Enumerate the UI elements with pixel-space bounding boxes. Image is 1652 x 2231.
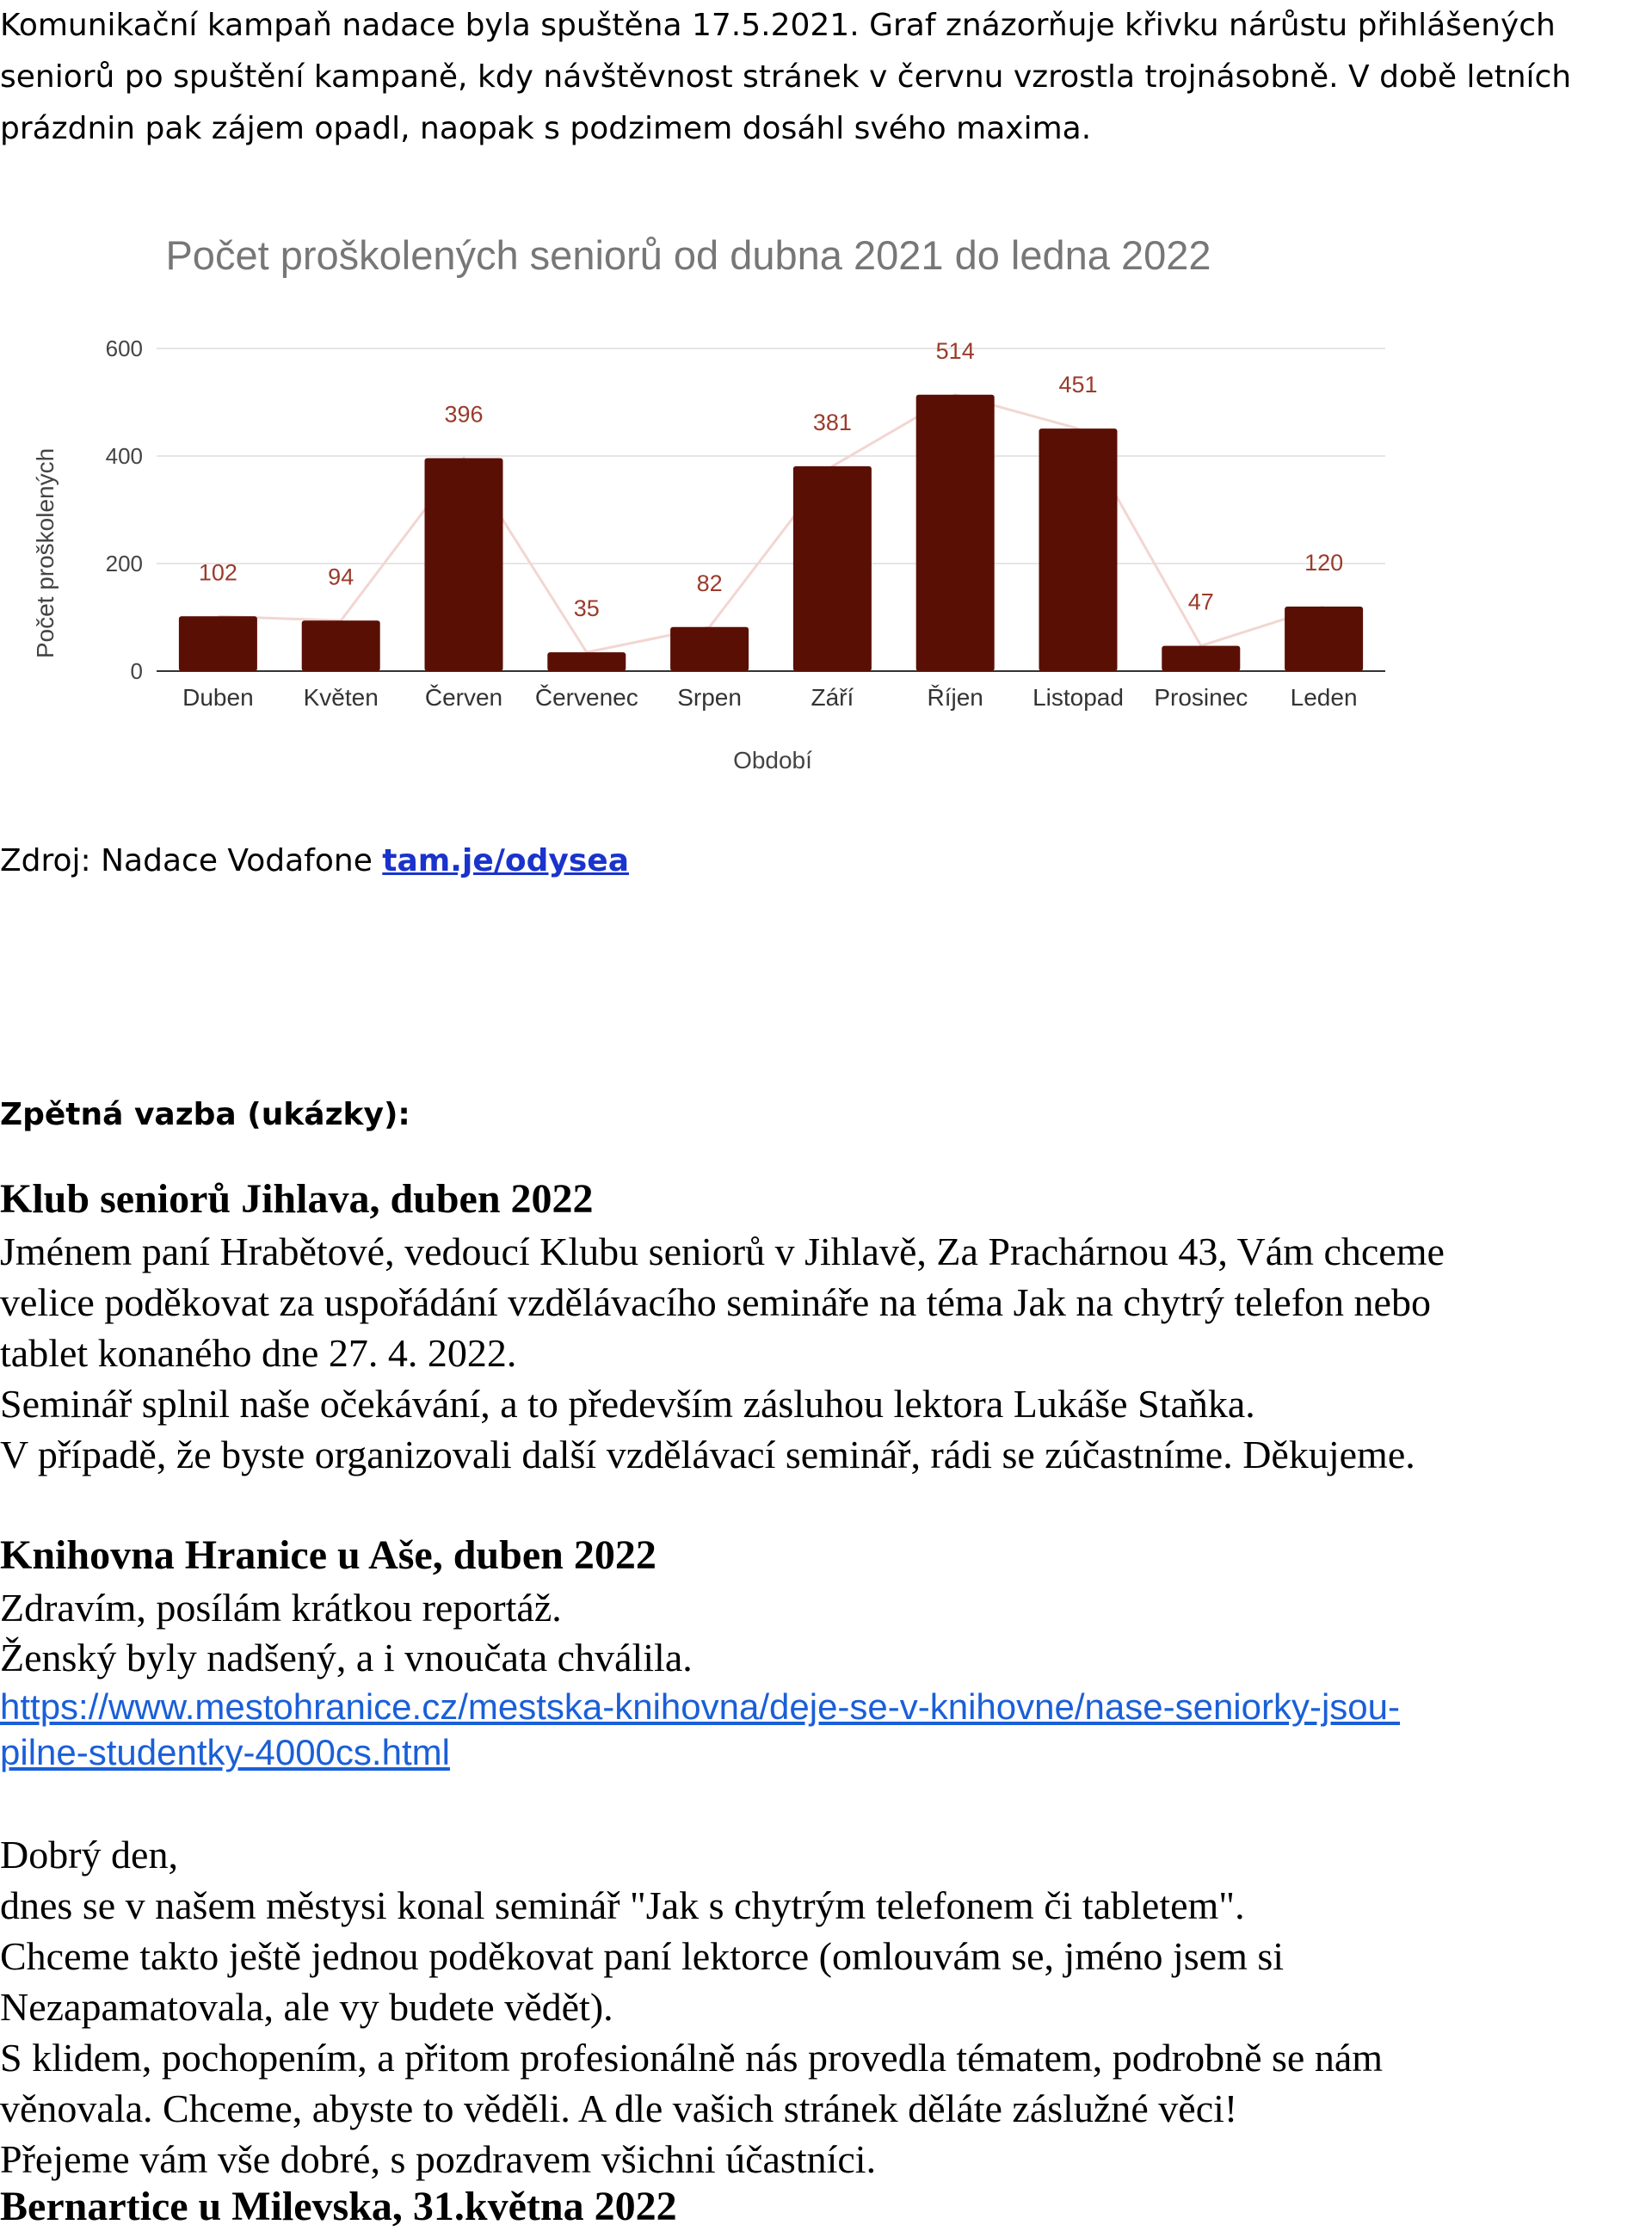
- letter-line: dnes se v našem městysi konal seminář "Jak s chytrým telefonem či tabletem".: [0, 1883, 1245, 1927]
- bar: [1285, 607, 1363, 671]
- entry-title-jihlava: Klub seniorů Jihlava, duben 2022: [0, 1176, 594, 1222]
- data-label: 47: [1187, 589, 1214, 615]
- bar: [1162, 646, 1240, 671]
- data-label: 120: [1304, 550, 1344, 576]
- y-axis-title: Počet proškolených: [32, 447, 59, 659]
- entry-title-bernartice: Bernartice u Milevska, 31.května 2022: [0, 2184, 677, 2229]
- x-tick-label: Duben: [182, 684, 254, 711]
- report-link-line[interactable]: pilne-studentky-4000cs.html: [0, 1732, 450, 1772]
- intro-line: Komunikační kampaň nadace byla spuštěna 17.5.2021. Graf znázorňuje křivku nárůstu přihlášených: [0, 8, 1556, 43]
- entry-text-line: Seminář splnil naše očekávání, a to především zásluhou lektora Lukáše Staňka.: [0, 1382, 1255, 1426]
- letter-line: Přejeme vám vše dobré, s pozdravem všichni účastníci.: [0, 2137, 877, 2181]
- x-tick-label: Listopad: [1032, 684, 1124, 711]
- entry-text-line: V případě, že byste organizovali další vzdělávací seminář, rádi se zúčastníme. Děkujeme.: [0, 1433, 1415, 1476]
- letter-line: Dobrý den,: [0, 1833, 178, 1877]
- data-label: 102: [198, 559, 237, 586]
- y-tick-label: 400: [105, 443, 143, 469]
- x-tick-label: Leden: [1290, 684, 1358, 711]
- feedback-heading: Zpětná vazba (ukázky):: [0, 1097, 410, 1132]
- data-label: 514: [935, 337, 975, 364]
- chart-trend: [218, 395, 1323, 652]
- letter-line: věnovala. Chceme, abyste to věděli. A dle vašich stránek děláte záslužné věci!: [0, 2086, 1238, 2130]
- bar: [670, 627, 749, 671]
- data-label: 381: [812, 409, 852, 435]
- x-tick-label: Srpen: [677, 684, 742, 711]
- y-tick-label: 200: [105, 551, 143, 576]
- data-label: 451: [1058, 372, 1098, 398]
- bar: [547, 652, 626, 671]
- entry-text-line: Zdravím, posílám krátkou reportáž.: [0, 1586, 562, 1630]
- report-link-line[interactable]: https://www.mestohranice.cz/mestska-knihovna/deje-se-v-knihovne/nase-seniorky-jsou-: [0, 1686, 1401, 1727]
- letter-line: S klidem, pochopením, a přitom profesionálně nás provedla tématem, podrobně se nám: [0, 2036, 1384, 2080]
- bar-chart: [0, 215, 1411, 800]
- letter-line: Nezapamatovala, ale vy budete vědět).: [0, 1985, 613, 2029]
- chart-title: Počet proškolených seniorů od dubna 2021 do ledna 2022: [165, 232, 1211, 278]
- y-tick-label: 600: [105, 336, 143, 361]
- data-label: 396: [444, 401, 484, 428]
- chart-x-ticks: [182, 684, 1357, 711]
- entry-text-line: tablet konaného dne 27. 4. 2022.: [0, 1331, 517, 1375]
- source-line: [0, 843, 629, 878]
- x-axis-title: Období: [733, 747, 812, 773]
- x-tick-label: Říjen: [927, 684, 983, 711]
- data-label: 35: [573, 595, 600, 622]
- entry-text-line: velice poděkovat za uspořádání vzdělávacího semináře na téma Jak na chytrý telefon nebo: [0, 1280, 1431, 1324]
- data-label: 94: [328, 564, 354, 590]
- bar: [302, 620, 380, 671]
- bar: [179, 616, 257, 671]
- chart-data-labels: [199, 338, 1343, 621]
- y-tick-label: 0: [130, 658, 143, 684]
- x-tick-label: Květen: [303, 684, 379, 711]
- x-tick-label: Červen: [424, 684, 503, 711]
- source-label: Zdroj: Nadace Vodafone: [0, 843, 373, 878]
- bar: [1039, 428, 1118, 671]
- intro-paragraph: [0, 0, 1571, 155]
- x-tick-label: Červenec: [534, 684, 638, 711]
- entry-title-hranice: Knihovna Hranice u Aše, duben 2022: [0, 1532, 656, 1578]
- x-tick-label: Prosinec: [1154, 684, 1248, 711]
- letter-line: Chceme takto ještě jednou poděkovat paní lektorce (omlouvám se, jméno jsem si: [0, 1934, 1285, 1978]
- bar: [793, 466, 872, 671]
- source-link[interactable]: tam.je/odysea: [382, 843, 629, 878]
- intro-line: seniorů po spuštění kampaně, kdy návštěvnost stránek v červnu vzrostla trojnásobně. V době letních: [0, 59, 1572, 95]
- chart-bars: [179, 395, 1363, 671]
- intro-line: prázdnin pak zájem opadl, naopak s podzimem dosáhl svého maxima.: [0, 111, 1092, 146]
- trend-line: [218, 395, 1323, 652]
- data-label: 82: [696, 570, 723, 596]
- entry-text-line: Ženský byly nadšený, a i vnoučata chválila.: [0, 1636, 693, 1679]
- x-tick-label: Září: [811, 684, 854, 711]
- bar: [916, 395, 995, 671]
- entry-text-line: Jménem paní Hrabětové, vedoucí Klubu seniorů v Jihlavě, Za Prachárnou 43, Vám chceme: [0, 1230, 1445, 1273]
- bar: [425, 459, 503, 672]
